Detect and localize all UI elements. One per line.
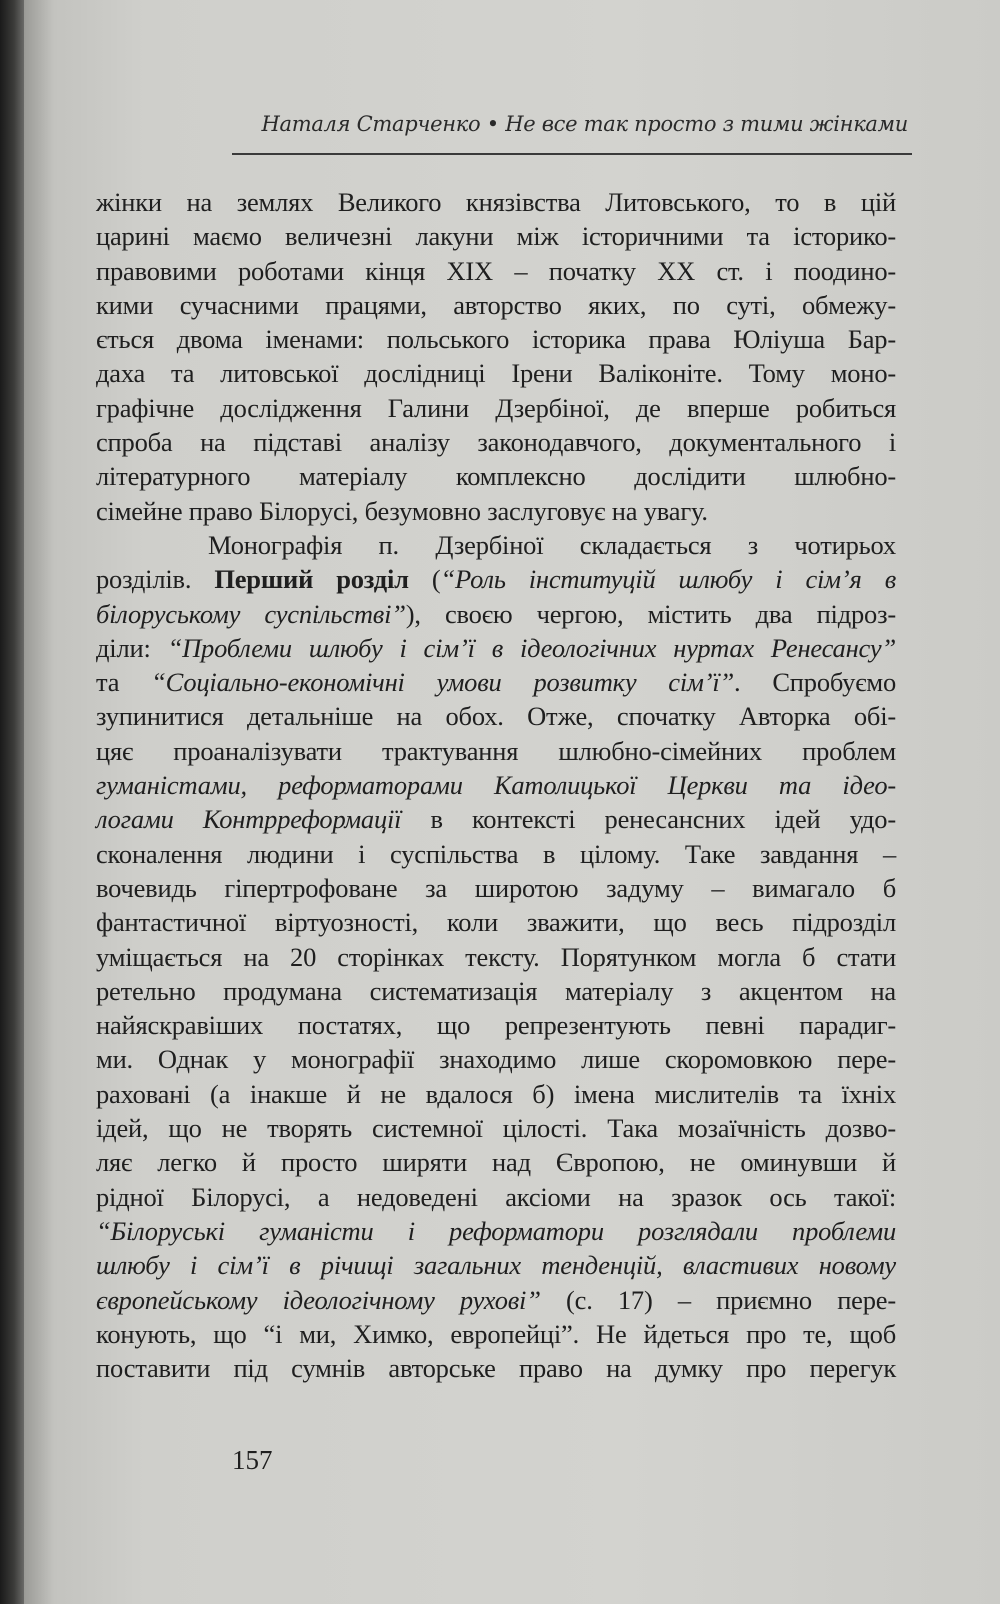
italic-quote: європейському ідеологічному рухові” [96, 1284, 541, 1315]
text-line: рідної Білорусі, а недоведені аксіоми на зразок ось такої: [96, 1181, 896, 1212]
text-line [96, 1283, 896, 1317]
text-line: цяє проаналізувати трактування шлюбно-сімейних проблем [96, 735, 896, 766]
text-run: ), своєю чергою, містить два підроз- [405, 598, 896, 629]
text-line: раховані (а інакше й не вдалося б) імена мислителів та їхніх [96, 1078, 896, 1109]
text-line: жінки на землях Великого князівства Литовського, то в цій [96, 187, 896, 217]
text-line: “Білоруські гуманісти і реформатори розглядали проблеми [96, 1215, 896, 1246]
text-line [96, 802, 896, 836]
text-run: в контексті ренесансних ідей удо- [401, 804, 896, 835]
text-line [96, 665, 896, 699]
text-line: гуманістами, реформаторами Католицької Церкви та ідео- [96, 770, 896, 801]
book-gutter-shadow [0, 0, 24, 1604]
header-rule [232, 153, 912, 155]
text-line: кими сучасними працями, авторство яких, по суті, обмежу- [96, 289, 896, 320]
text-line: сімейне право Білорусі, безумовно заслуговує на увагу. [96, 495, 708, 526]
running-head-title: Не все так просто з тими жінками [505, 112, 908, 136]
text-run: . Спробуємо [734, 667, 896, 698]
text-line [96, 597, 896, 631]
text-run: діли: [96, 632, 168, 663]
text-line: Монографія п. Дзербіної складається з чотирьох [208, 529, 896, 560]
text-line: ідей, що не творять системної цілості. Така мозаїчність дозво- [96, 1113, 896, 1144]
text-run: та [96, 667, 152, 698]
italic-quote: “Проблеми шлюбу і сім’ї в ідеологічних нуртах Ренесансу” [167, 632, 896, 663]
text-run: (с. 17) – приємно пере- [540, 1284, 896, 1315]
text-line: спроба на підставі аналізу законодавчого, документального і [96, 427, 896, 458]
page-number: 157 [232, 1445, 273, 1475]
text-line: літературного матеріалу комплексно дослідити шлюбно- [96, 461, 896, 492]
bold-term: Перший розділ [214, 564, 409, 595]
text-line: вочевидь гіпертрофоване за широтою задуму – вимагало б [96, 872, 896, 903]
running-head-author: Наталя Старченко [261, 112, 481, 136]
text-line: ретельно продумана систематизація матеріалу з акцентом на [96, 975, 896, 1006]
book-page [24, 0, 1000, 1604]
text-line: ми. Однак у монографії знаходимо лише скоромовкою пере- [96, 1044, 896, 1075]
text-line: даха та литовської дослідниці Ірени Валіконіте. Тому моно- [96, 358, 896, 389]
text-run: ( [408, 564, 441, 595]
text-line: фантастичної віртуозності, коли зважити, що весь підрозділ [96, 907, 896, 938]
text-line: ється двома іменами: польського історика права Юліуша Бар- [96, 324, 896, 355]
italic-quote: “Роль інституцій шлюбу і сім’я в [440, 564, 897, 595]
text-line: найяскравіших постатях, що репрезентують певні парадиг- [96, 1010, 896, 1041]
text-run: розділів. [96, 564, 215, 595]
text-line [96, 562, 896, 596]
text-line: ляє легко й просто ширяти над Європою, не оминувши й [96, 1147, 896, 1178]
text-line: поставити під сумнів авторське право на думку про перегук [96, 1353, 896, 1384]
text-line: шлюбу і сім’ї в річищі загальних тенденцій, властивих новому [96, 1250, 896, 1281]
body-text [96, 185, 896, 1385]
text-line: сконалення людини і суспільства в цілому. Таке завдання – [96, 838, 896, 869]
italic-quote: білоруському суспільстві” [96, 598, 406, 629]
text-line: зупинитися детальніше на обох. Отже, спочатку Авторка обі- [96, 701, 896, 732]
text-line: графічне дослідження Галини Дзербіної, де вперше робиться [96, 392, 896, 423]
text-line: конують, що “і ми, Химко, европейці”. Не йдеться про те, щоб [96, 1318, 896, 1349]
text-line: правовими роботами кінця XIX – початку XX ст. і поодино- [96, 255, 896, 286]
text-line [96, 631, 896, 665]
italic-quote: “Соціально-економічні умови розвитку сім’ї” [151, 667, 735, 698]
running-head [232, 112, 908, 136]
text-line: царині маємо величезні лакуни між історичними та історико- [96, 221, 896, 252]
italic-quote: логами Контрреформації [96, 804, 402, 835]
text-line: уміщається на 20 сторінках тексту. Порятунком могла б стати [96, 941, 896, 972]
running-head-separator: • [486, 112, 499, 136]
